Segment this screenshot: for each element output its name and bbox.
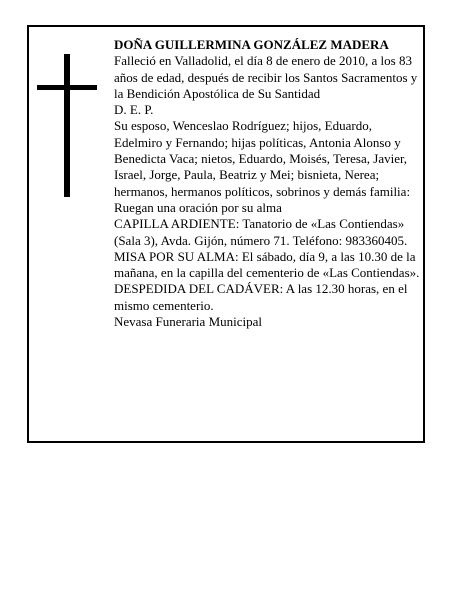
deceased-name: DOÑA GUILLERMINA GONZÁLEZ MADERA — [114, 37, 389, 52]
obituary-text — [114, 37, 420, 330]
rest-in-peace: D. E. P. — [114, 102, 154, 118]
funeral-home: Nevasa Funeraria Municipal — [114, 314, 263, 330]
cross-icon — [37, 54, 97, 197]
mass-info: MISA POR SU ALMA: El sábado, día 9, a las 10.30 de la mañana, en la capilla del cementerio de «Las Contiendas». — [114, 248, 420, 281]
farewell-info: DESPEDIDA DEL CADÁVER: A las 12.30 horas, en el mismo cementerio. — [114, 281, 408, 313]
family-list: Su esposo, Wenceslao Rodríguez; hijos, Eduardo, Edelmiro y Fernando; hijas políticas, Antonia Alonso y Benedicta Vaca; nietos, Eduardo, Moisés, Teresa, Javier, Israel, Jorge, Paula, Beatriz y Mei; bisnieta, Nerea; hermanos, hermanos políticos, sobrinos y demás familia: — [114, 118, 411, 199]
chapel-info: CAPILLA ARDIENTE: Tanatorio de «Las Contiendas» (Sala 3), Avda. Gijón, número 71. Teléfono: 983360405. — [114, 216, 408, 248]
prayer-request: Ruegan una oración por su alma — [114, 199, 282, 215]
death-announcement: Falleció en Valladolid, el día 8 de enero de 2010, a los 83 años de edad, después de recibir los Santos Sacramentos y la Bendición Apostólica de Su Santidad — [114, 53, 418, 101]
